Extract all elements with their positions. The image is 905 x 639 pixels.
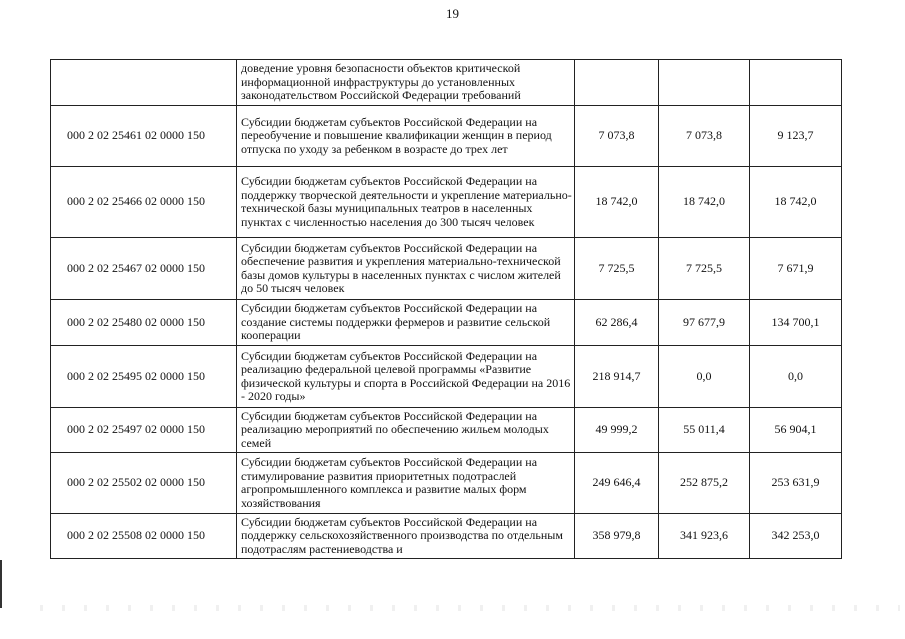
row-value-3: 9 123,7 [750, 106, 842, 167]
row-description: Субсидии бюджетам субъектов Российской Федерации на создание системы поддержки фермеров и развитие сельской кооперации [237, 300, 575, 346]
row-value-2: 252 875,2 [659, 453, 750, 514]
table-row [51, 453, 842, 514]
table-row [51, 238, 842, 300]
row-value-2: 18 742,0 [659, 167, 750, 238]
row-value-3: 56 904,1 [750, 408, 842, 453]
row-value-1: 7 073,8 [575, 106, 659, 167]
page-number: 19 [446, 6, 459, 21]
scan-artifact-strip [40, 605, 900, 611]
row-value-2: 7 725,5 [659, 238, 750, 300]
table-row [51, 514, 842, 559]
row-value-1: 49 999,2 [575, 408, 659, 453]
row-code: 000 2 02 25497 02 0000 150 [51, 408, 237, 453]
row-value-3 [750, 60, 842, 106]
row-value-2: 7 073,8 [659, 106, 750, 167]
scan-margin-mark [0, 560, 2, 608]
row-value-3: 253 631,9 [750, 453, 842, 514]
row-value-1 [575, 60, 659, 106]
row-description: Субсидии бюджетам субъектов Российской Федерации на обеспечение развития и укрепления материально-технической базы домов культуры в населенных пунктах с числом жителей до 50 тысяч человек [237, 238, 575, 300]
row-value-2: 97 677,9 [659, 300, 750, 346]
row-description: Субсидии бюджетам субъектов Российской Федерации на поддержку творческой деятельности и укрепление материально-технической базы муниципальных театров в населенных пунктах с численностью населения до 300 тысяч человек [237, 167, 575, 238]
row-value-1: 18 742,0 [575, 167, 659, 238]
row-code [51, 60, 237, 106]
row-code: 000 2 02 25461 02 0000 150 [51, 106, 237, 167]
row-value-2: 55 011,4 [659, 408, 750, 453]
row-code: 000 2 02 25466 02 0000 150 [51, 167, 237, 238]
table-row [51, 60, 842, 106]
table-row [51, 408, 842, 453]
row-value-3: 342 253,0 [750, 514, 842, 559]
table-row [51, 300, 842, 346]
table-row [51, 346, 842, 408]
row-code: 000 2 02 25467 02 0000 150 [51, 238, 237, 300]
row-value-1: 358 979,8 [575, 514, 659, 559]
row-value-1: 249 646,4 [575, 453, 659, 514]
row-value-1: 218 914,7 [575, 346, 659, 408]
row-code: 000 2 02 25480 02 0000 150 [51, 300, 237, 346]
table-row [51, 106, 842, 167]
row-value-2: 341 923,6 [659, 514, 750, 559]
row-value-1: 62 286,4 [575, 300, 659, 346]
row-description: доведение уровня безопасности объектов критической информационной инфраструктуры до установленных законодательством Российской Федерации требований [237, 60, 575, 106]
row-value-2: 0,0 [659, 346, 750, 408]
row-value-3: 0,0 [750, 346, 842, 408]
budget-table [50, 59, 842, 559]
table-row [51, 167, 842, 238]
row-value-1: 7 725,5 [575, 238, 659, 300]
row-description: Субсидии бюджетам субъектов Российской Федерации на поддержку сельскохозяйственного производства по отдельным подотраслям растениеводства и [237, 514, 575, 559]
row-value-3: 134 700,1 [750, 300, 842, 346]
row-code: 000 2 02 25502 02 0000 150 [51, 453, 237, 514]
row-code: 000 2 02 25495 02 0000 150 [51, 346, 237, 408]
row-value-3: 7 671,9 [750, 238, 842, 300]
row-description: Субсидии бюджетам субъектов Российской Федерации на стимулирование развития приоритетных подотраслей агропромышленного комплекса и развитие малых форм хозяйствования [237, 453, 575, 514]
row-description: Субсидии бюджетам субъектов Российской Федерации на переобучение и повышение квалификации женщин в период отпуска по уходу за ребенком в возрасте до трех лет [237, 106, 575, 167]
row-value-2 [659, 60, 750, 106]
row-value-3: 18 742,0 [750, 167, 842, 238]
row-description: Субсидии бюджетам субъектов Российской Федерации на реализацию мероприятий по обеспечению жильем молодых семей [237, 408, 575, 453]
row-description: Субсидии бюджетам субъектов Российской Федерации на реализацию федеральной целевой программы «Развитие физической культуры и спорта в Российской Федерации на 2016 - 2020 годы» [237, 346, 575, 408]
row-code: 000 2 02 25508 02 0000 150 [51, 514, 237, 559]
